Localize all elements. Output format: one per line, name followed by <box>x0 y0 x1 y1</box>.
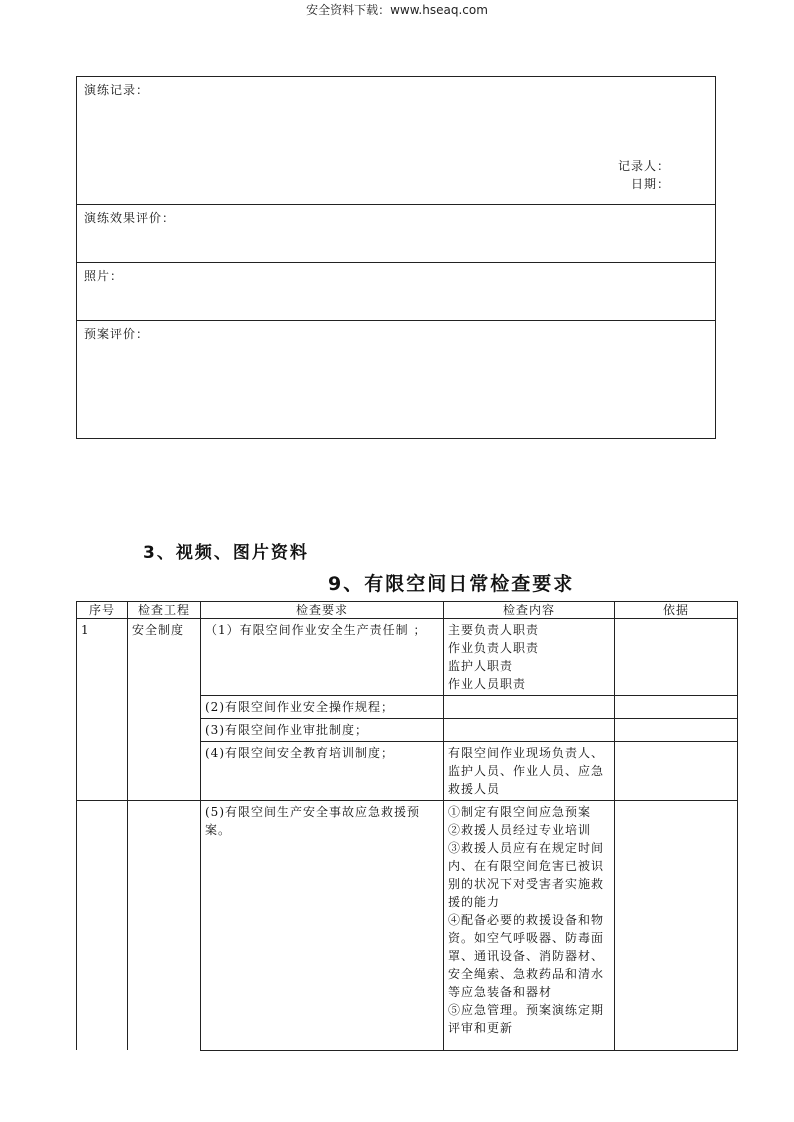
drill-effect-section <box>77 204 715 262</box>
content-1 <box>444 619 615 696</box>
content-4: 有限空间作业现场负责人、监护人员、作业人员、应急救援人员 <box>444 742 615 801</box>
recorder-label: 记录人： <box>617 159 670 173</box>
basis-4 <box>615 742 738 801</box>
header-no: 序号 <box>77 602 128 619</box>
date-label: 日期： <box>630 177 670 191</box>
row-item: 安全制度 <box>128 619 201 801</box>
inspection-table <box>76 601 738 1051</box>
content-1-line: 作业人员职责 <box>448 677 527 691</box>
header-basis: 依据 <box>615 602 738 619</box>
header-content: 检查内容 <box>444 602 615 619</box>
row-number-2 <box>77 801 128 1051</box>
basis-2 <box>615 696 738 719</box>
content-1-line: 作业负责人职责 <box>448 641 540 655</box>
requirement-4: (4)有限空间安全教育培训制度； <box>201 742 444 801</box>
content-5-line: ②救援人员经过专业培训 <box>448 823 592 837</box>
table-row <box>77 619 738 696</box>
section-3-title: 3、视频、图片资料 <box>143 543 309 563</box>
header-requirement: 检查要求 <box>201 602 444 619</box>
content-3 <box>444 719 615 742</box>
photo-label: 照片： <box>84 269 124 283</box>
content-1-line: 主要负责人职责 <box>448 623 540 637</box>
content-5 <box>444 801 615 1051</box>
photo-section <box>77 262 715 320</box>
content-5-line: ①制定有限空间应急预案 <box>448 805 592 819</box>
row-item-2 <box>128 801 201 1051</box>
content-2 <box>444 696 615 719</box>
plan-evaluation-label: 预案评价： <box>84 327 150 341</box>
requirement-2: (2)有限空间作业安全操作规程； <box>201 696 444 719</box>
content-5-line: ④配备必要的救援设备和物资。如空气呼吸器、防毒面罩、通讯设备、消防器材、安全绳索、急救药品和清水等应急装备和器材 <box>448 913 605 999</box>
section-9-title: 9、有限空间日常检查要求 <box>328 573 575 595</box>
content-5-line: ⑤应急管理。预案演练定期评审和更新 <box>448 1003 605 1035</box>
basis-5 <box>615 801 738 1051</box>
drill-record-form <box>76 76 716 439</box>
requirement-3: (3)有限空间作业审批制度； <box>201 719 444 742</box>
plan-evaluation-section <box>77 320 715 438</box>
page-header: 安全资料下载：www.hseaq.com <box>306 3 488 17</box>
drill-record-label: 演练记录： <box>84 83 150 97</box>
table-header-row <box>77 602 738 619</box>
basis-3 <box>615 719 738 742</box>
drill-record-section <box>77 77 715 204</box>
content-1-line: 监护人职责 <box>448 659 514 673</box>
drill-effect-label: 演练效果评价： <box>84 211 176 225</box>
table-row <box>77 801 738 1051</box>
row-number: 1 <box>77 619 128 801</box>
content-5-line: ③救援人员应有在规定时间内、在有限空间危害已被识别的状况下对受害者实施救援的能力 <box>448 841 605 909</box>
header-item: 检查工程 <box>128 602 201 619</box>
basis-1 <box>615 619 738 696</box>
requirement-1: （1）有限空间作业安全生产责任制 ； <box>201 619 444 696</box>
requirement-5: (5)有限空间生产安全事故应急救援预案。 <box>201 801 444 1051</box>
